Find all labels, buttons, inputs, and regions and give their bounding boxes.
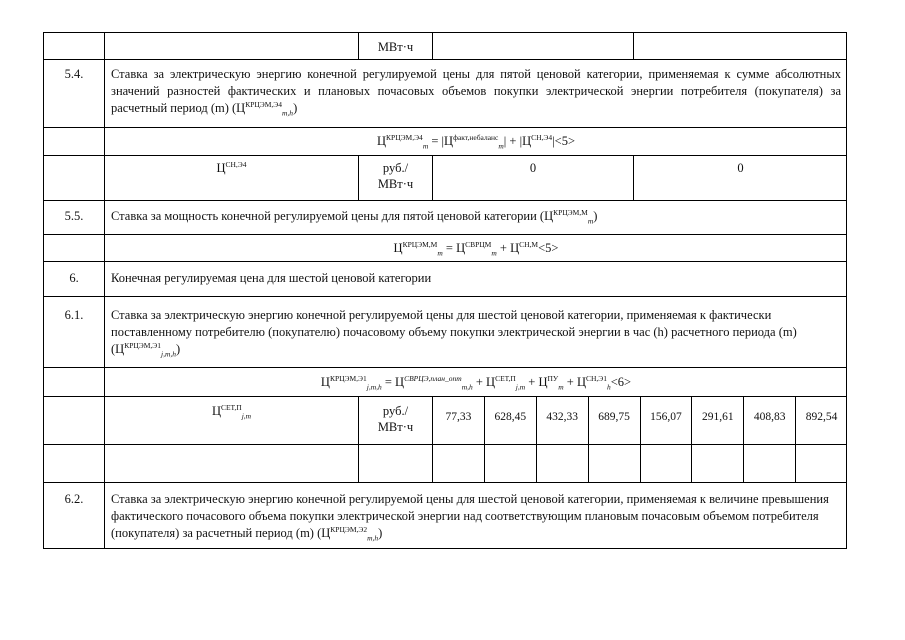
section-text-cell (104, 200, 847, 234)
param-label-cell (104, 155, 358, 200)
cell (104, 444, 358, 482)
hour-value-cell (588, 396, 640, 444)
cell (43, 396, 104, 444)
hour-value-cell (743, 396, 795, 444)
formula-term: Ц (376, 134, 387, 148)
hour-value-cell (484, 396, 536, 444)
section-number-label: 5.5. (64, 209, 84, 223)
unit-line: руб./ (382, 161, 409, 175)
unit-cell (358, 396, 432, 444)
formula-sub: j,m (515, 382, 526, 392)
hour-value: 432,33 (546, 411, 578, 423)
formula-cell (104, 367, 847, 396)
formula-sup: СВРЦМ (465, 239, 492, 249)
symbol-sup: КРЦЭМ,М (553, 207, 588, 217)
formula-sub: m (422, 141, 429, 151)
text-end: ) (293, 101, 298, 115)
formula-term: + Ц (563, 375, 586, 389)
formula-sup: СН,Э1 (585, 373, 607, 383)
cell (358, 444, 432, 482)
formula (376, 132, 575, 151)
unit-line: МВт·ч (377, 177, 414, 191)
formula-term: + Ц (496, 241, 520, 255)
formula-sup: СН,М (519, 239, 539, 249)
hour-value-cell (691, 396, 743, 444)
empty-cell (432, 444, 484, 482)
section-text: Конечная регулируемая цена для шестой ценовой категории (111, 271, 432, 285)
section-number-label: 5.4. (64, 67, 84, 81)
formula-sup: КРЦЭМ,Э4 (386, 132, 423, 142)
symbol-sub: j,m,h (161, 349, 176, 359)
value: 0 (529, 161, 537, 175)
formula-sup: СВРЦЭ,план_опт (404, 373, 462, 383)
section-number (43, 261, 104, 296)
value-cell (633, 155, 847, 200)
text-end: ) (176, 342, 181, 356)
section-text-cell (104, 261, 847, 296)
unit-line: руб./ (382, 404, 409, 418)
hour-value: 689,75 (598, 411, 630, 423)
formula-sup: КРЦЭМ,М (402, 239, 438, 249)
empty-cell (536, 444, 588, 482)
empty-cell (691, 444, 743, 482)
cell (43, 234, 104, 261)
formula-term: <5> (538, 241, 559, 255)
formula-sub: m (498, 141, 504, 151)
symbol-sub: m,h (282, 108, 294, 118)
unit-line: МВт·ч (377, 420, 414, 434)
formula-sup: ПУ (547, 373, 559, 383)
empty-cell (588, 444, 640, 482)
cell (104, 32, 358, 59)
section-number-label: 6.1. (64, 308, 84, 322)
formula-term: = |Ц (428, 134, 454, 148)
section-number-label: 6.2. (64, 492, 84, 506)
param-sub: j,m (241, 411, 252, 421)
formula-sub: m (558, 382, 564, 392)
formula-sub: m (437, 248, 443, 258)
cell (633, 32, 847, 59)
formula-sup: СН,Э4 (531, 132, 553, 142)
section-number (43, 296, 104, 367)
formula-sub: j,m,h (366, 382, 382, 392)
section-text-cell (104, 482, 847, 549)
section-number-label: 6. (69, 271, 79, 285)
section-text: Ставка за мощность конечной регулируемой цены для пятой ценовой категории (Ц (111, 209, 554, 223)
hour-value-cell (640, 396, 692, 444)
formula-sup: КРЦЭМ,Э1 (329, 373, 367, 383)
param-sup: СЕТ,П (220, 402, 242, 412)
hour-value: 77,33 (445, 411, 472, 423)
unit-label: МВт·ч (377, 40, 414, 54)
formula-term: = Ц (442, 241, 466, 255)
text-end: ) (593, 209, 598, 223)
formula-term: |<5> (552, 134, 575, 148)
hour-value-cell (536, 396, 588, 444)
symbol-sup: КРЦЭМ,Э4 (245, 99, 283, 109)
empty-cell (743, 444, 795, 482)
section-text-cell (104, 296, 847, 367)
section-number (43, 200, 104, 234)
formula-sup: СЕТ,П (495, 373, 516, 383)
unit-cell (358, 32, 432, 59)
param-label: Ц (211, 404, 221, 418)
hour-value: 291,61 (702, 411, 734, 423)
value-cell (432, 155, 633, 200)
formula-term: + Ц (525, 375, 548, 389)
section-text: Ставка за электрическую энергию конечной регулируемой цены для шестой ценовой категории, применяемая к величине превышения фактического почасового объема покупки электрической энергии над соответствующим плановым почасовым объемом потребителя (покупателя) за расчетный период (m) (Ц (111, 492, 829, 540)
param-sup: СН,Э4 (225, 159, 247, 169)
formula-cell (104, 127, 847, 155)
hour-value: 892,54 (805, 411, 838, 423)
formula-term: Ц (393, 241, 403, 255)
formula-sub: m,h (461, 382, 473, 392)
empty-cell (640, 444, 692, 482)
text-end: ) (378, 526, 383, 540)
cell (43, 367, 104, 396)
cell (43, 32, 104, 59)
formula-sub: m (491, 248, 497, 258)
cell (43, 444, 104, 482)
empty-cell (795, 444, 847, 482)
symbol-sub: m (587, 216, 594, 226)
hour-value-cell (795, 396, 847, 444)
cell (432, 32, 633, 59)
section-text: Ставка за электрическую энергию конечной регулируемой цены для пятой ценовой категории, применяемая к сумме абсолютных значений разностей фактических и плановых почасовых объемов покупки электрической энергии потребителя (покупателя) за расчетный период (m) (Ц (111, 67, 841, 115)
cell (43, 127, 104, 155)
symbol-sup: КРЦЭМ,Э2 (330, 524, 368, 534)
section-number (43, 482, 104, 549)
formula-term: Ц (320, 375, 330, 389)
hour-value: 408,83 (753, 411, 786, 423)
formula-term: <6> (610, 375, 632, 389)
hour-value-cell (432, 396, 484, 444)
formula-sup: факт,небаланс (453, 132, 499, 142)
cell (43, 155, 104, 200)
symbol-sub: m,h (367, 533, 379, 543)
section-text: Ставка за электрическую энергию конечной регулируемой цены для шестой ценовой категории, применяемая к фактически поставленному потребителю (покупателю) почасовому объему покупки электрической энергии в час (h) расчетного периода (m) (Ц (111, 308, 797, 356)
hour-value: 628,45 (494, 411, 527, 423)
formula-sub: h (606, 382, 611, 392)
hour-value: 156,07 (650, 411, 682, 423)
formula-term: | + |Ц (503, 134, 532, 148)
formula-cell (104, 234, 847, 261)
param-label-cell (104, 396, 358, 444)
value: 0 (737, 161, 744, 175)
section-text-cell (104, 59, 847, 127)
formula-term: = Ц (381, 375, 405, 389)
unit-cell (358, 155, 432, 200)
section-number (43, 59, 104, 127)
empty-cell (484, 444, 536, 482)
param-label: Ц (216, 161, 226, 175)
symbol-sup: КРЦЭМ,Э1 (124, 340, 161, 350)
formula-term: + Ц (472, 375, 496, 389)
